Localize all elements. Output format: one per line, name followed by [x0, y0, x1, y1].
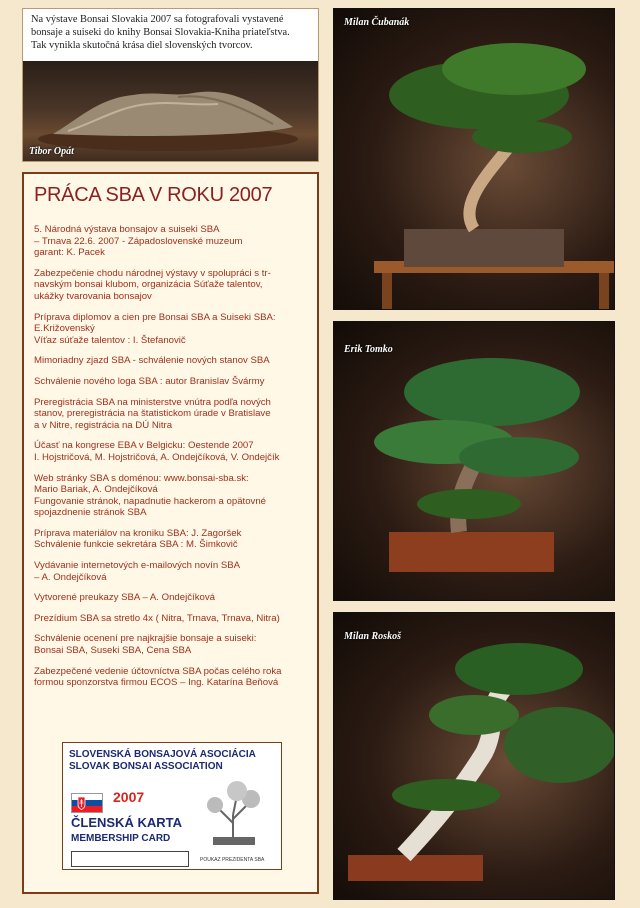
activity-line: a v Nitre, registrácia na DÚ Nitra	[34, 419, 173, 431]
bonsai-photo	[333, 612, 615, 900]
activity-line: Mimoriadny zjazd SBA - schválenie nových stanov SBA	[34, 355, 270, 367]
suiseki-photo	[23, 61, 319, 162]
activity-line: Vydávanie internetových e-mailových novín SBA	[34, 560, 241, 572]
intro-line: Tak vynikla skutočná krása diel slovenských tvorcov.	[31, 40, 253, 51]
activity-line: Prezídium SBA sa stretlo 4x ( Nitra, Trnava, Trnava, Nitra)	[34, 612, 280, 624]
activity-line: stanov, preregistrácia na štatistickom úrade v Bratislave	[34, 408, 271, 420]
suiseki-panel	[22, 8, 319, 162]
activity-line: Web stránky SBA s doménou: www.bonsai-sba.sk:	[34, 472, 249, 484]
photo-caption: Tibor Opát	[29, 146, 74, 157]
activity-line: navským bonsai klubom, organizácia Súťaže talentov,	[34, 279, 263, 291]
activity-line: 5. Národná výstava bonsajov a suiseki SBA	[34, 224, 220, 235]
intro-text	[31, 13, 313, 52]
sba-work-2007-article	[22, 172, 319, 894]
card-org-names	[69, 749, 256, 773]
card-note: POUKAZ PREZIDENTA SBA	[200, 857, 265, 863]
activity-item	[34, 528, 316, 551]
bonsai-illustration	[334, 322, 615, 601]
activity-item	[34, 666, 316, 689]
membership-card	[62, 742, 282, 870]
activity-line: E.Križovenský	[34, 323, 95, 335]
activity-item	[34, 224, 316, 259]
activity-line: Schválenie ocenení pre najkrajšie bonsaje a suiseki:	[34, 633, 257, 645]
activity-line: Fungovanie stránok, napadnutie hackerom a opätovné	[34, 495, 267, 507]
activity-line: spojazdnenie stránok SBA	[34, 507, 147, 519]
photo-caption: Milan Roskoš	[344, 631, 401, 642]
activity-item	[34, 560, 316, 583]
activity-item	[34, 613, 316, 625]
bonsai-illustration	[334, 613, 615, 900]
activity-line: Preregistrácia SBA na ministerstve vnútra podľa nových	[34, 396, 271, 408]
activity-line: Schválenie funkcie sekretára SBA : M. Šimkovič	[34, 539, 238, 551]
activity-line: Bonsai SBA, Suseki SBA, Cena SBA	[34, 645, 192, 657]
activity-item	[34, 268, 316, 303]
card-org-en: SLOVAK BONSAI ASSOCIATION	[69, 761, 223, 772]
activity-line: – Trnava 22.6. 2007 - Západoslovenské muzeum	[34, 235, 243, 247]
intro-line: bonsaje a suiseki do knihy Bonsai Slovakia-Kniha priateľstva.	[31, 27, 290, 38]
activity-line: Príprava materiálov na kroniku SBA: J. Zagoršek	[34, 527, 242, 539]
activity-item	[34, 397, 316, 432]
slovak-flag-icon	[71, 793, 103, 813]
card-year: 2007	[113, 789, 145, 805]
activity-item	[34, 592, 316, 604]
activity-line: Účasť na kongrese EBA v Belgicku: Oestende 2007	[34, 440, 254, 452]
article-title: PRÁCA SBA V ROKU 2007	[34, 184, 273, 206]
card-org-sk: SLOVENSKÁ BONSAJOVÁ ASOCIÁCIA	[69, 749, 256, 760]
intro-line: Na výstave Bonsai Slovakia 2007 sa fotografovali vystavené	[31, 14, 284, 25]
card-name-field	[71, 851, 189, 867]
activity-line: Vytvorené preukazy SBA – A. Ondejčíková	[34, 592, 215, 604]
activity-item	[34, 473, 316, 519]
activity-line: Zabezpečené vedenie účtovníctva SBA počas celého roka	[34, 665, 282, 677]
activity-item	[34, 440, 316, 463]
activity-list	[34, 224, 316, 698]
activity-item	[34, 312, 316, 347]
activity-line: Príprava diplomov a cien pre Bonsai SBA a Suiseki SBA:	[34, 311, 276, 323]
activity-item	[34, 376, 316, 388]
activity-line: garant: K. Pacek	[34, 247, 105, 259]
activity-line: Zabezpečenie chodu národnej výstavy v spolupráci s tr-	[34, 267, 271, 279]
activity-line: I. Hojstričová, M. Hojstričová, A. Ondejčíková, V. Ondejčík	[34, 451, 280, 463]
activity-line: ukážky tvarovania bonsajov	[34, 290, 152, 302]
activity-line: formou sponzorstva firmou ECOS – Ing. Katarína Beňová	[34, 677, 279, 689]
bonsai-illustration	[334, 9, 615, 310]
photo-caption: Erik Tomko	[344, 344, 393, 355]
card-title: ČLENSKÁ KARTA	[71, 815, 182, 830]
activity-item	[34, 355, 316, 367]
activity-line: Schválenie nového loga SBA : autor Branislav Švármy	[34, 375, 265, 387]
activity-line: – A. Ondejčíková	[34, 571, 107, 583]
card-subtitle: MEMBERSHIP CARD	[71, 833, 171, 844]
bonsai-photo	[333, 321, 615, 601]
photo-caption: Milan Čubanák	[344, 17, 410, 28]
bonsai-photo	[333, 8, 615, 310]
activity-line: Mario Bariak, A. Ondejčíková	[34, 484, 158, 496]
activity-line: Víťaz súťaže talentov : I. Štefanovič	[34, 334, 186, 346]
card-bonsai-sketch-icon	[193, 777, 273, 847]
activity-item	[34, 633, 316, 656]
